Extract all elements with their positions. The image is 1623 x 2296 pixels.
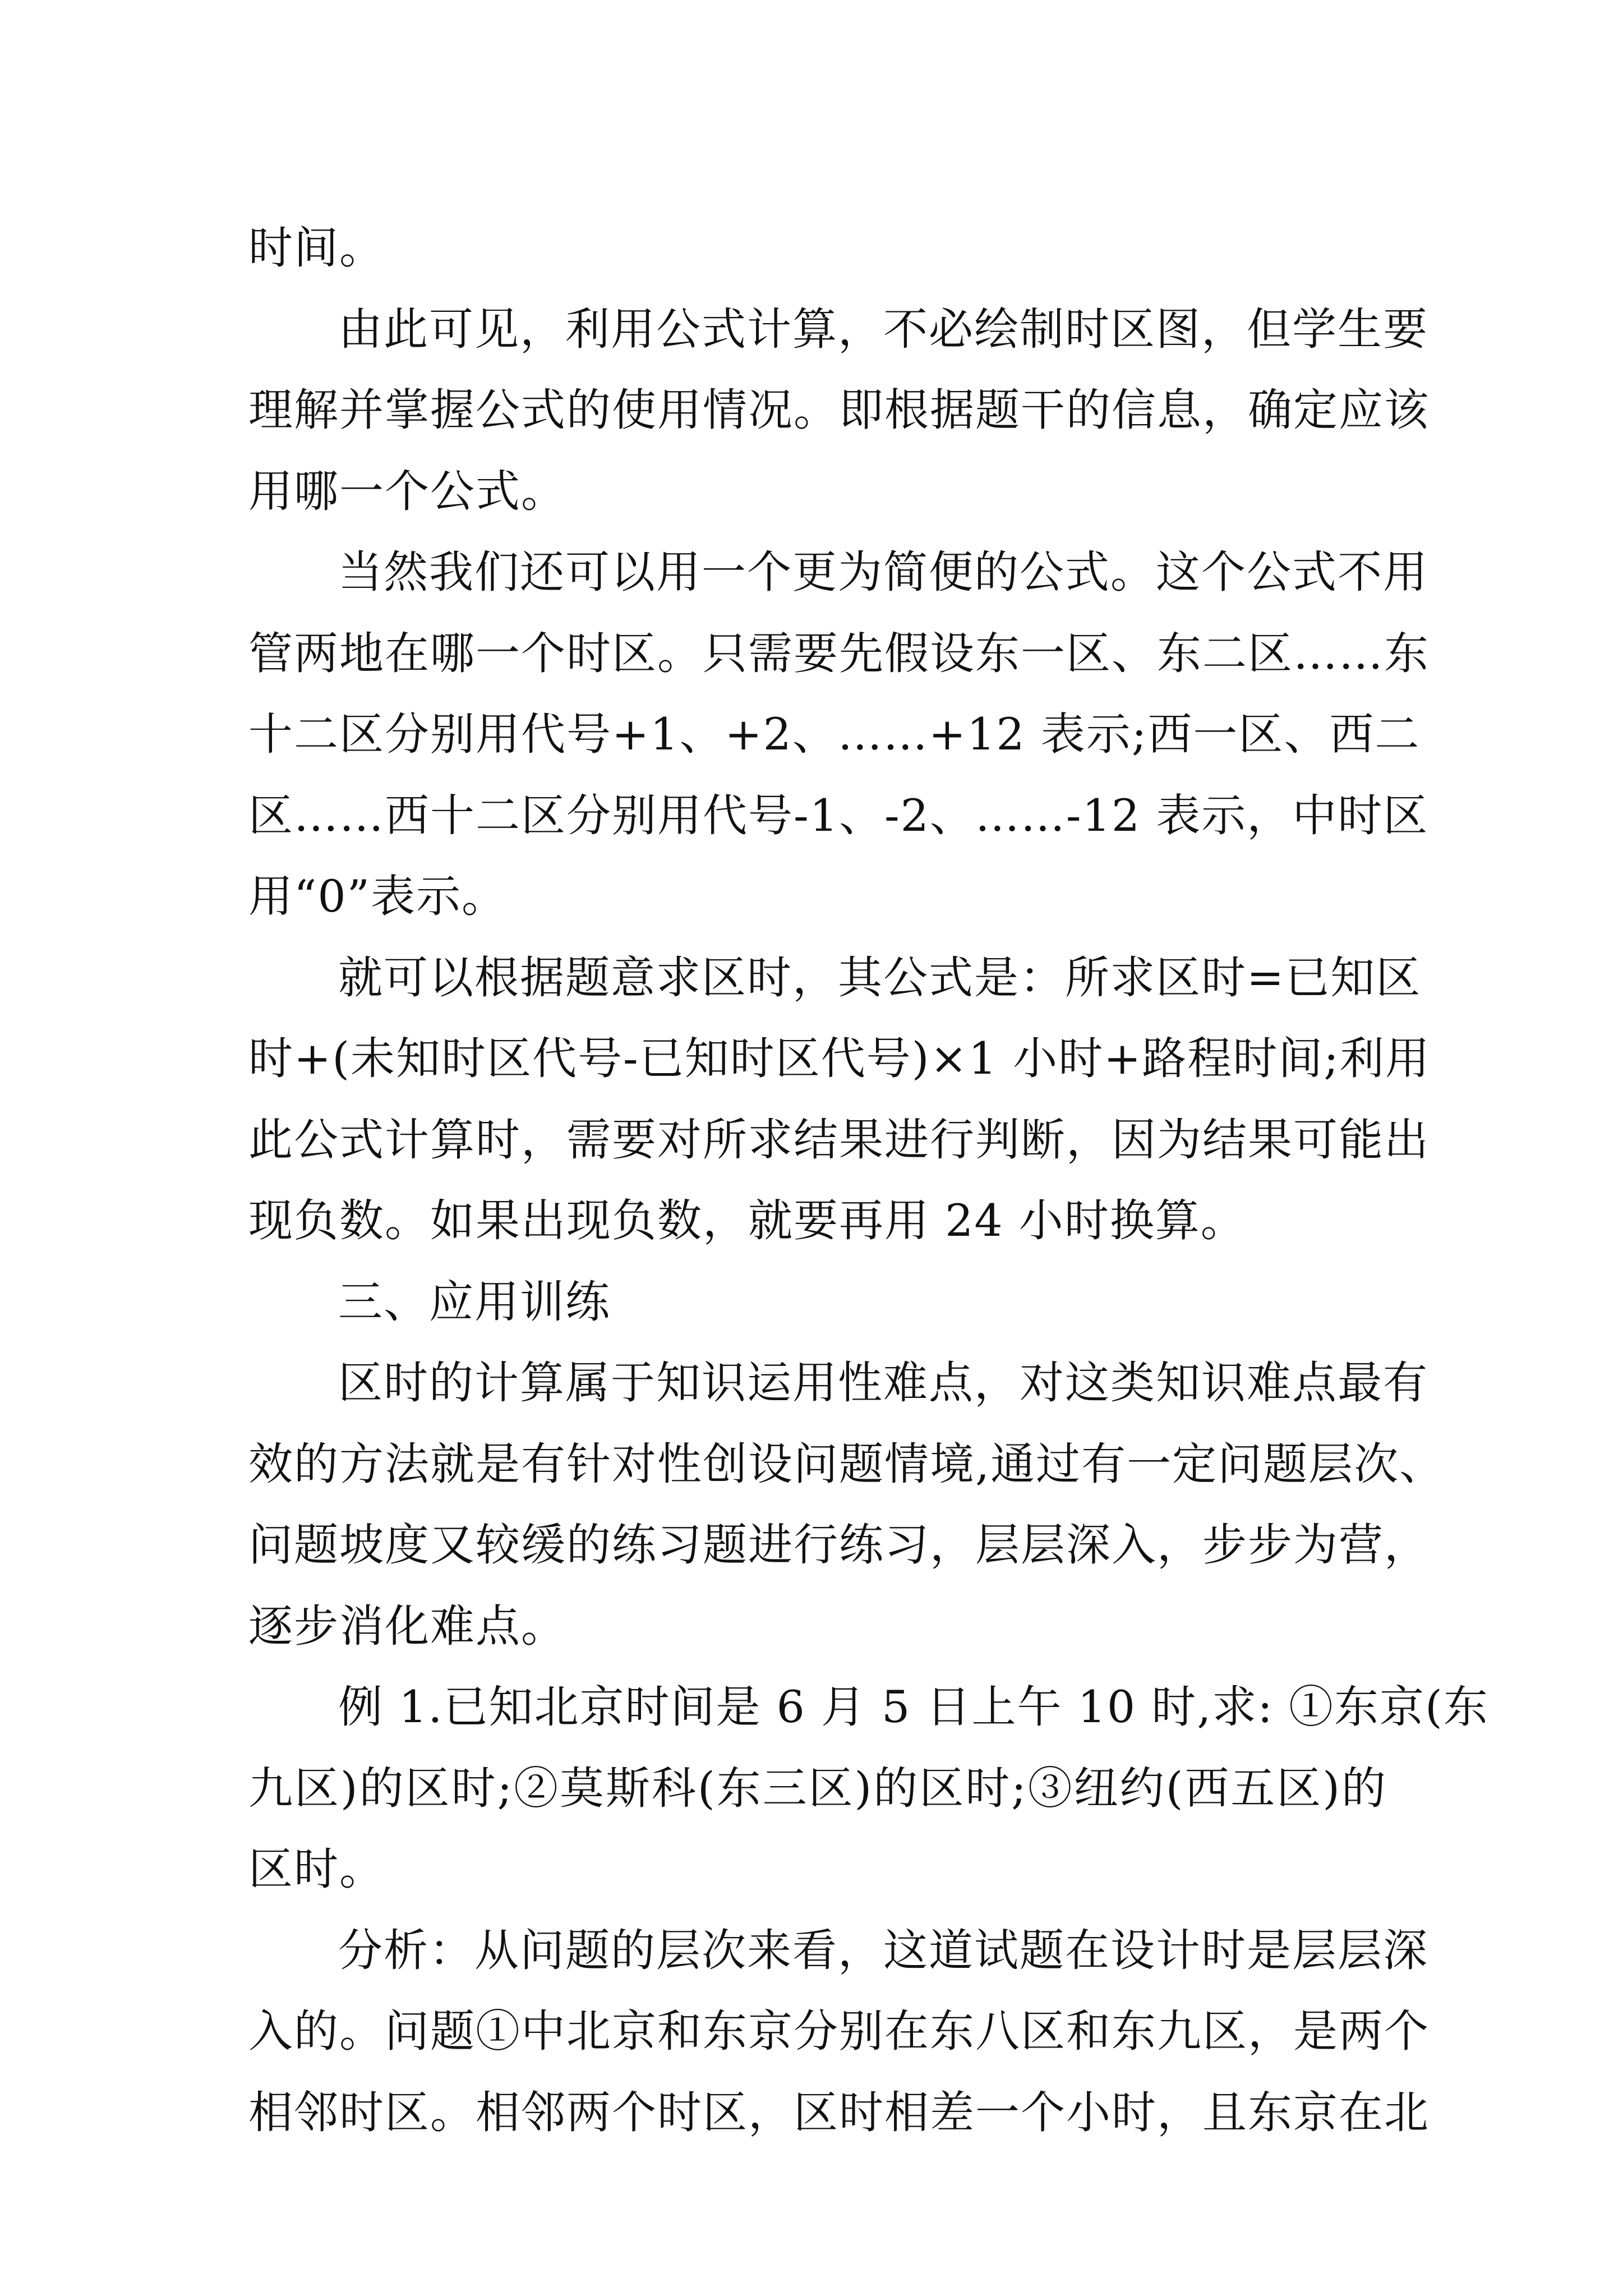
example-line: 例 1.已知北京时间是 6 月 5 日上午 10 时,求: ①东京(东 [338, 1681, 1489, 1733]
paragraph-line: 逐步消化难点。 [248, 1600, 566, 1652]
document-body [248, 208, 1489, 2153]
paragraph-line: 效的方法就是有针对性创设问题情境,通过有一定问题层次、 [248, 1438, 1445, 1490]
paragraph-line: 区……西十二区分别用代号-1、-2、……-12 表示，中时区 [248, 789, 1429, 841]
paragraph-line: 理解并掌握公式的使用情况。即根据题干的信息，确定应该 [248, 384, 1430, 436]
example-line: 区时。 [248, 1843, 385, 1895]
paragraph-line: 分析：从问题的层次来看，这道试题在设计时是层层深 [338, 1924, 1428, 1976]
paragraph-line: 由此可见，利用公式计算，不必绘制时区图，但学生要 [338, 303, 1428, 355]
paragraph-line: 现负数。如果出现负数，就要再用 24 小时换算。 [248, 1195, 1246, 1246]
paragraph-line: 问题坡度又较缓的练习题进行练习，层层深入，步步为营， [248, 1519, 1430, 1571]
paragraph-line: 用“0”表示。 [248, 871, 508, 922]
paragraph-line: 就可以根据题意求区时，其公式是：所求区时=已知区 [338, 951, 1422, 1004]
paragraph-line: 用哪一个公式。 [248, 465, 566, 517]
paragraph-line: 此公式计算时，需要对所求结果进行判断，因为结果可能出 [248, 1114, 1430, 1166]
paragraph-line: 区时的计算属于知识运用性难点，对这类知识难点最有 [338, 1357, 1428, 1409]
paragraph-line: 当然我们还可以用一个更为简便的公式。这个公式不用 [338, 546, 1428, 598]
paragraph-line: 入的。问题①中北京和东京分别在东八区和东九区，是两个 [248, 2005, 1430, 2057]
paragraph-line: 十二区分别用代号+1、+2、……+12 表示;西一区、西二 [248, 708, 1421, 760]
paragraph-line: 管两地在哪一个时区。只需要先假设东一区、东二区……东 [248, 627, 1430, 679]
example-line: 九区)的区时;②莫斯科(东三区)的区时;③纽约(西五区)的 [248, 1762, 1387, 1814]
paragraph-line: 时间。 [248, 222, 385, 274]
paragraph-line: 时+(未知时区代号-已知时区代号)×1 小时+路程时间;利用 [248, 1033, 1431, 1084]
section-heading: 三、应用训练 [338, 1276, 611, 1328]
paragraph-line: 相邻时区。相邻两个时区，区时相差一个小时，且东京在北 [248, 2086, 1430, 2138]
